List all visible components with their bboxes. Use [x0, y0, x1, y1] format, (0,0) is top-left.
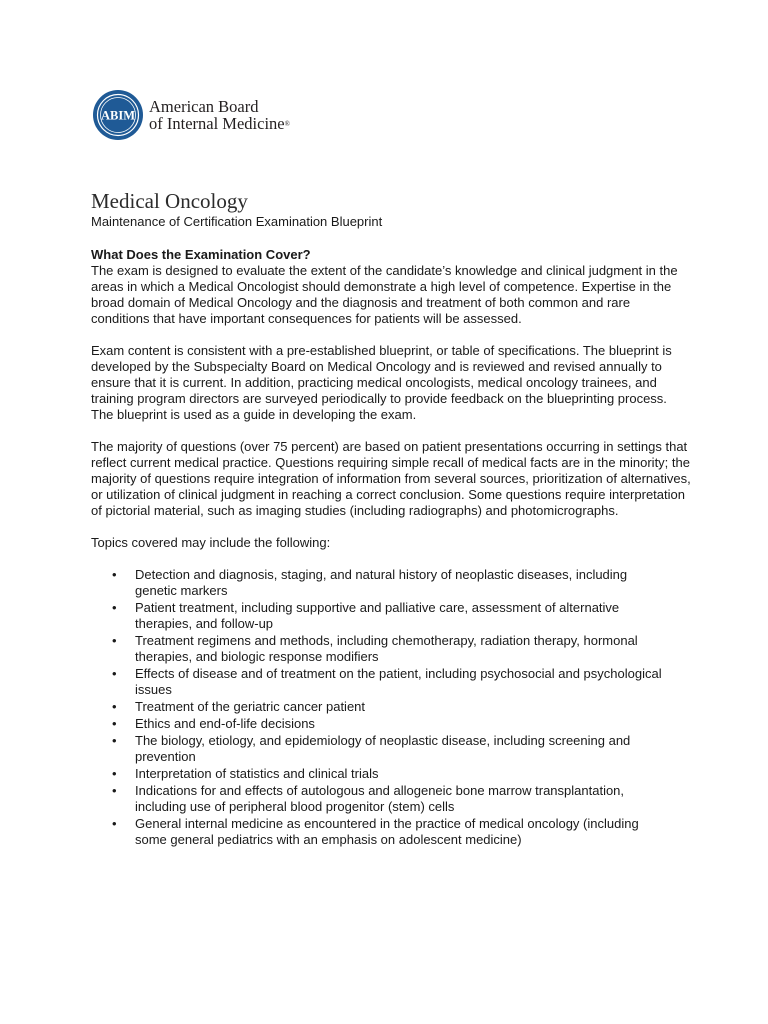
document-subtitle: Maintenance of Certification Examination Blueprint: [91, 214, 383, 229]
document-title: Medical Oncology: [91, 189, 248, 213]
list-item: • Treatment of the geriatric cancer patient: [135, 699, 691, 715]
section-heading: What Does the Examination Cover?: [91, 247, 311, 262]
list-item: • Effects of disease and of treatment on the patient, including psychosocial and psychological issues: [135, 666, 691, 698]
seal-initials: ABIM: [100, 108, 136, 123]
list-item: • General internal medicine as encountered in the practice of medical oncology (including some general pediatrics with an emphasis on adolescent medicine): [135, 816, 691, 848]
list-item: • Interpretation of statistics and clinical trials: [135, 766, 691, 782]
paragraph-blueprint: Exam content is consistent with a pre-established blueprint, or table of specifications. The blueprint is developed by the Subspecialty Board on Medical Oncology and is reviewed and revised annually to ensure that it is current. In addition, practicing medical oncologists, medical oncology trainees, and training program directors are surveyed periodically to provide feedback on the blueprinting process. The blueprint is used as a guide in developing the exam.: [91, 343, 672, 422]
list-item: • Treatment regimens and methods, including chemotherapy, radiation therapy, hormonal therapies, and biologic response modifiers: [135, 633, 691, 665]
logo-text-line1: American Board: [149, 97, 259, 116]
topics-list: [91, 567, 691, 848]
logo-wordmark: [149, 98, 290, 132]
abim-logo: [92, 89, 290, 141]
list-item: • The biology, etiology, and epidemiology of neoplastic disease, including screening and prevention: [135, 733, 691, 765]
paragraph-topics-intro: Topics covered may include the following:: [91, 535, 331, 550]
paragraph-intro: The exam is designed to evaluate the extent of the candidate’s knowledge and clinical judgment in the areas in which a Medical Oncologist should demonstrate a high level of competence. Expertise in the broad domain of Medical Oncology and the diagnosis and treatment of both common and rare conditions that have important consequences for patients will be assessed.: [91, 263, 678, 326]
logo-text-line2: of Internal Medicine: [149, 114, 285, 133]
list-item: • Indications for and effects of autologous and allogeneic bone marrow transplantation, including use of peripheral blood progenitor (stem) cells: [135, 783, 691, 815]
list-item: • Ethics and end-of-life decisions: [135, 716, 691, 732]
paragraph-questions: The majority of questions (over 75 percent) are based on patient presentations occurring in settings that reflect current medical practice. Questions requiring simple recall of medical facts are in the minority; the majority of questions require integration of information from several sources, prioritization of alternatives, or utilization of clinical judgment in reaching a correct conclusion. Some questions require interpretation of pictorial material, such as imaging studies (including radiographs) and photomicrographs.: [91, 439, 691, 518]
document-body: [91, 247, 691, 849]
abim-seal-icon: [92, 89, 144, 141]
registered-mark: ®: [284, 120, 290, 128]
list-item: • Patient treatment, including supportive and palliative care, assessment of alternative therapies, and follow-up: [135, 600, 691, 632]
list-item: • Detection and diagnosis, staging, and natural history of neoplastic diseases, including genetic markers: [135, 567, 691, 599]
logo-text-line2-wrap: [149, 115, 290, 132]
